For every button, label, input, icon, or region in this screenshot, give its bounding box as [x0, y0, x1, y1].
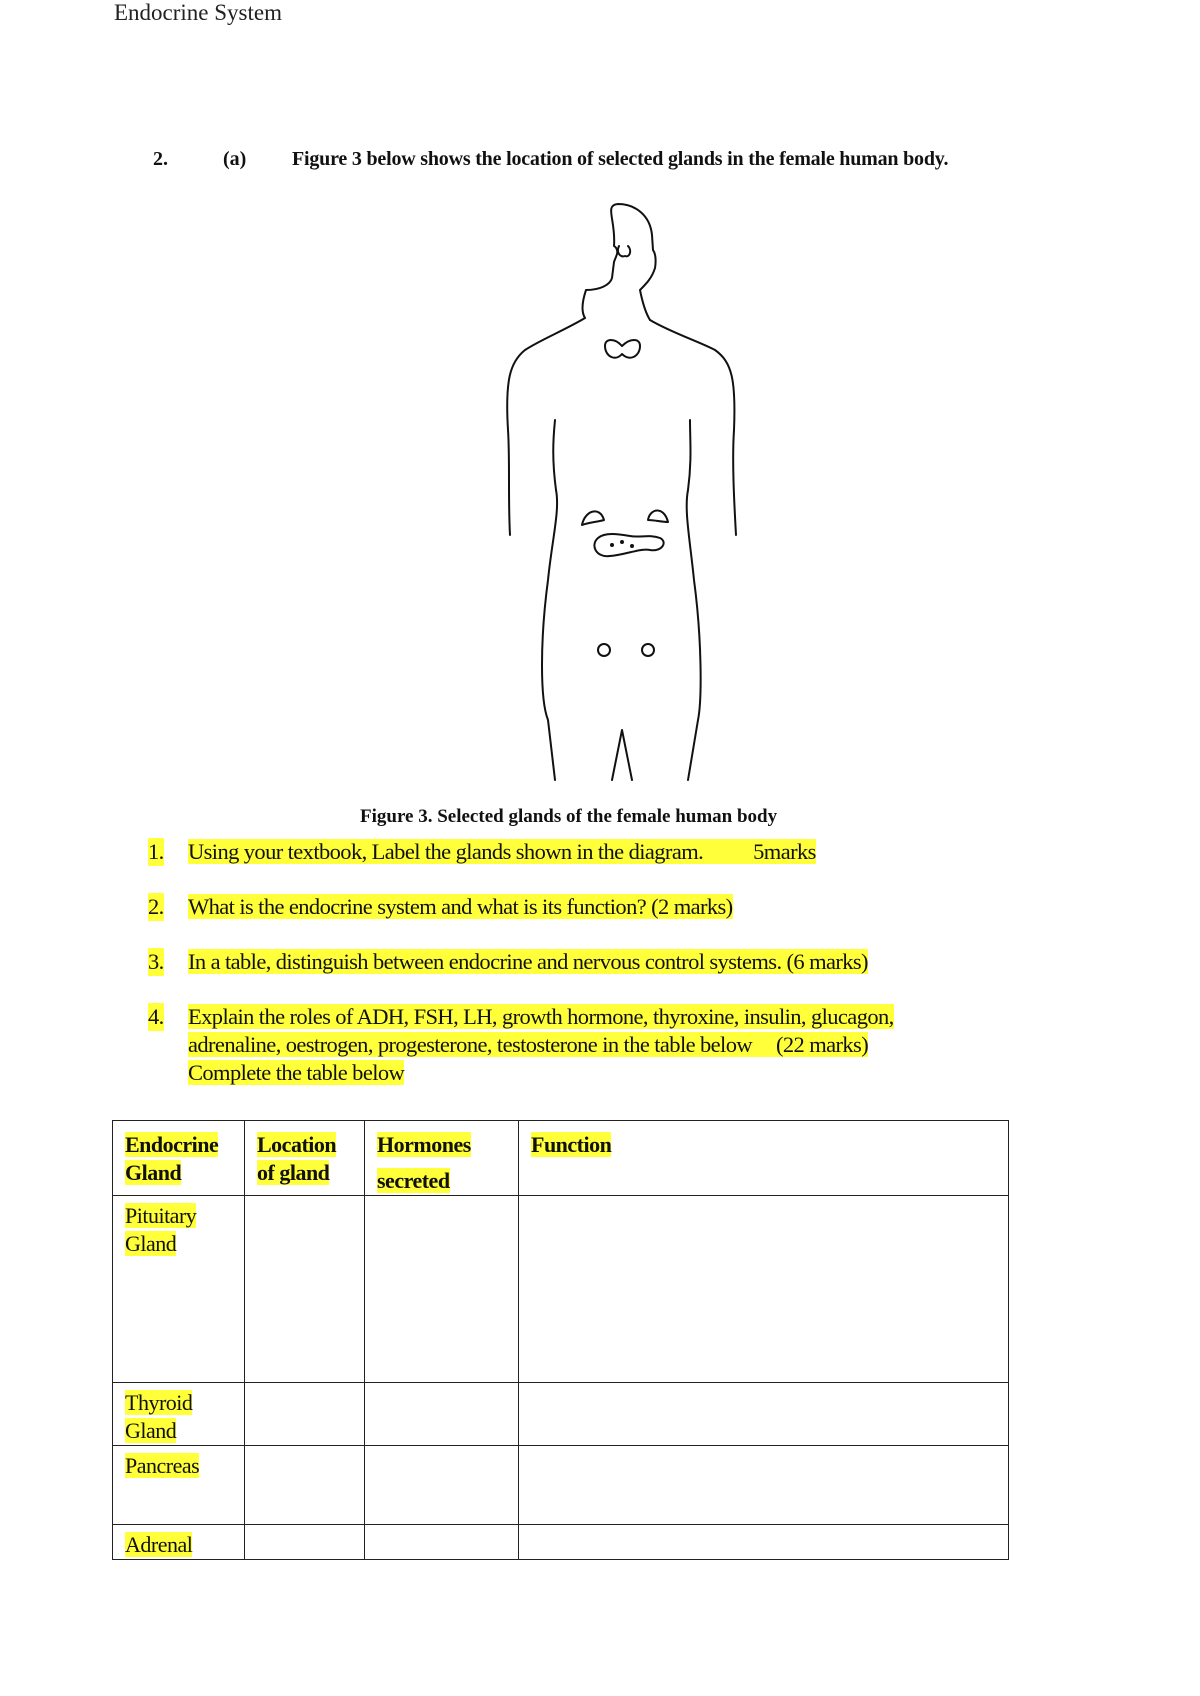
question-part: (a) [223, 148, 247, 170]
task-text-line3: Complete the table below [188, 1060, 405, 1085]
task-item-3 [148, 948, 1028, 976]
crotch-line [612, 730, 632, 780]
function-cell[interactable] [519, 1446, 1009, 1525]
task-list [148, 838, 1028, 1087]
location-cell[interactable] [245, 1196, 365, 1383]
task-text-line2: adrenaline, oestrogen, progesterone, testosterone in the table below [188, 1032, 752, 1057]
task-text: In a table, distinguish between endocrine and nervous control systems. (6 marks) [188, 949, 868, 974]
right-ovary [642, 644, 654, 656]
table-row [113, 1446, 1009, 1525]
pituitary-gland [618, 246, 630, 256]
head-outline [583, 204, 656, 320]
location-cell[interactable] [245, 1525, 365, 1560]
function-cell[interactable] [519, 1525, 1009, 1560]
hormones-cell[interactable] [365, 1446, 519, 1525]
left-torso [542, 490, 557, 780]
task-number: 1. [148, 839, 164, 864]
header-hormones: Hormones secreted [365, 1121, 519, 1196]
table-header-row [113, 1121, 1009, 1196]
location-cell[interactable] [245, 1383, 365, 1446]
header-function: Function [519, 1121, 1009, 1196]
task-number: 2. [148, 894, 164, 919]
female-body-diagram [470, 200, 750, 785]
task-text-line1: Explain the roles of ADH, FSH, LH, growth hormone, thyroxine, insulin, glucagon, [188, 1004, 894, 1029]
task-item-4 [148, 1003, 1028, 1087]
endocrine-gland-table [112, 1120, 1009, 1560]
header-endocrine-gland: Endocrine Gland [113, 1121, 245, 1196]
left-inner-arm [553, 420, 556, 490]
gland-name-cell: Adrenal [113, 1525, 245, 1560]
hormones-cell[interactable] [365, 1196, 519, 1383]
task-item-1 [148, 838, 1028, 866]
gland-name-cell: Thyroid Gland [113, 1383, 245, 1446]
left-adrenal-gland [582, 511, 604, 525]
task-text: What is the endocrine system and what is its function? (2 marks) [188, 894, 733, 919]
thyroid-gland [605, 340, 640, 358]
left-ovary [598, 644, 610, 656]
task-number: 4. [148, 1004, 164, 1029]
figure-caption: Figure 3. Selected glands of the female human body [360, 806, 778, 827]
task-item-2 [148, 893, 1028, 921]
hormones-cell[interactable] [365, 1525, 519, 1560]
table-row [113, 1383, 1009, 1446]
page-header-title: Endocrine System [114, 0, 282, 25]
table-row [113, 1196, 1009, 1383]
question-text: Figure 3 below shows the location of selected glands in the female human body. [292, 148, 949, 170]
gland-name-cell: Pancreas [113, 1446, 245, 1525]
task-marks: (22 marks) [776, 1032, 869, 1057]
right-adrenal-gland [648, 511, 668, 523]
function-cell[interactable] [519, 1383, 1009, 1446]
task-number: 3. [148, 949, 164, 974]
task-marks: 5marks [753, 839, 816, 864]
header-location: Location of gland [245, 1121, 365, 1196]
right-torso [687, 490, 701, 780]
pancreas-gland [594, 534, 663, 556]
left-arm-outline [507, 318, 585, 535]
function-cell[interactable] [519, 1196, 1009, 1383]
right-inner-arm [688, 420, 691, 490]
location-cell[interactable] [245, 1446, 365, 1525]
gland-name-cell: Pituitary Gland [113, 1196, 245, 1383]
table-row [113, 1525, 1009, 1560]
task-text: Using your textbook, Label the glands shown in the diagram. [188, 839, 704, 864]
right-arm-outline [650, 320, 736, 535]
hormones-cell[interactable] [365, 1383, 519, 1446]
question-number: 2. [153, 148, 168, 170]
